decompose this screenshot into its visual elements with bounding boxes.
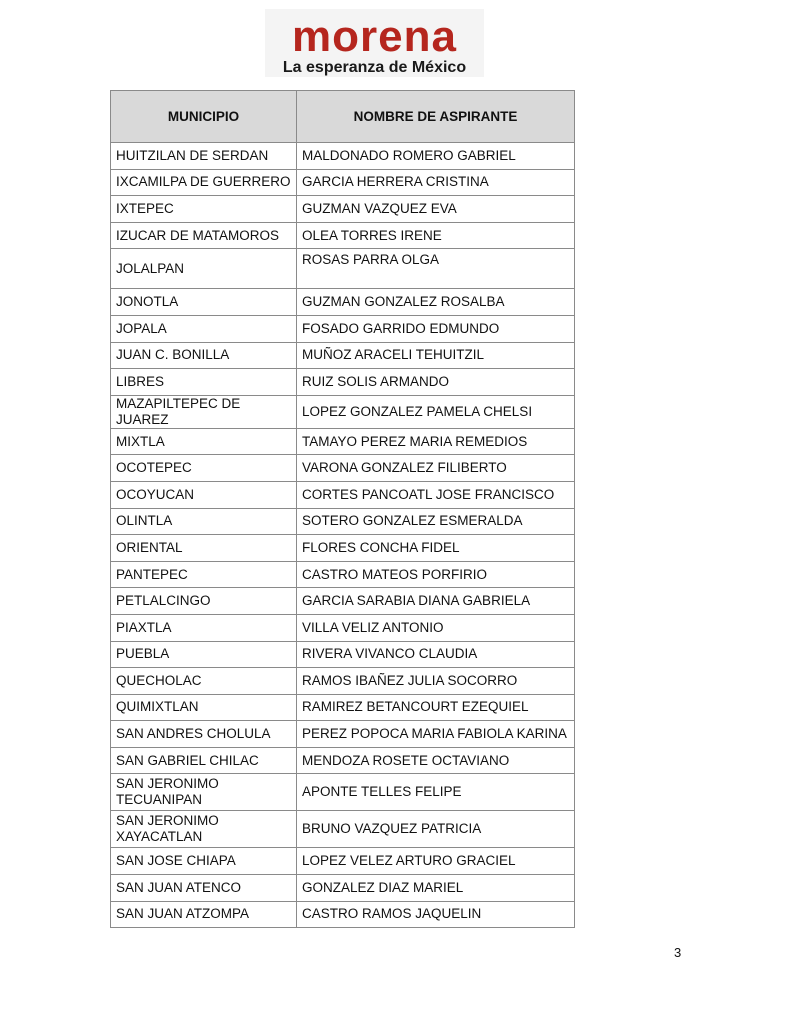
cell-aspirante: CASTRO RAMOS JAQUELIN (297, 901, 575, 928)
table-row (111, 395, 575, 428)
table-row (111, 143, 575, 170)
cell-municipio: SAN JOSE CHIAPA (111, 848, 297, 875)
cell-aspirante: GARCIA SARABIA DIANA GABRIELA (297, 588, 575, 615)
table-row (111, 428, 575, 455)
table-row (111, 811, 575, 848)
table-row (111, 315, 575, 342)
cell-aspirante: BRUNO VAZQUEZ PATRICIA (297, 811, 575, 848)
table-row (111, 848, 575, 875)
table-header-row (111, 91, 575, 143)
cell-aspirante: GUZMAN GONZALEZ ROSALBA (297, 289, 575, 316)
cell-aspirante: MENDOZA ROSETE OCTAVIANO (297, 747, 575, 774)
table-row (111, 508, 575, 535)
cell-aspirante: RAMOS IBAÑEZ JULIA SOCORRO (297, 668, 575, 695)
table-row (111, 747, 575, 774)
cell-municipio: JUAN C. BONILLA (111, 342, 297, 369)
table-row (111, 222, 575, 249)
cell-aspirante: VILLA VELIZ ANTONIO (297, 614, 575, 641)
cell-municipio: JOPALA (111, 315, 297, 342)
cell-aspirante: SOTERO GONZALEZ ESMERALDA (297, 508, 575, 535)
logo-tagline: La esperanza de México (282, 59, 467, 76)
cell-aspirante: OLEA TORRES IRENE (297, 222, 575, 249)
cell-municipio: SAN JUAN ATZOMPA (111, 901, 297, 928)
header-municipio: MUNICIPIO (111, 91, 297, 143)
header-aspirante: NOMBRE DE ASPIRANTE (297, 91, 575, 143)
cell-aspirante: CORTES PANCOATL JOSE FRANCISCO (297, 481, 575, 508)
cell-municipio: IXCAMILPA DE GUERRERO (111, 169, 297, 196)
cell-municipio: OLINTLA (111, 508, 297, 535)
table-row (111, 481, 575, 508)
cell-aspirante: VARONA GONZALEZ FILIBERTO (297, 455, 575, 482)
table-row (111, 694, 575, 721)
cell-aspirante: FLORES CONCHA FIDEL (297, 535, 575, 562)
cell-municipio: OCOYUCAN (111, 481, 297, 508)
table-row (111, 342, 575, 369)
cell-municipio: PETLALCINGO (111, 588, 297, 615)
table-row (111, 249, 575, 289)
page-number: 3 (674, 945, 682, 960)
table-row (111, 561, 575, 588)
cell-aspirante: RIVERA VIVANCO CLAUDIA (297, 641, 575, 668)
table-row (111, 901, 575, 928)
cell-aspirante: FOSADO GARRIDO EDMUNDO (297, 315, 575, 342)
cell-municipio: SAN GABRIEL CHILAC (111, 747, 297, 774)
table-row (111, 455, 575, 482)
cell-municipio: PUEBLA (111, 641, 297, 668)
cell-aspirante: RUIZ SOLIS ARMANDO (297, 369, 575, 396)
cell-municipio: PANTEPEC (111, 561, 297, 588)
table-row (111, 196, 575, 223)
cell-municipio: MAZAPILTEPEC DE JUAREZ (111, 395, 297, 428)
table-row (111, 875, 575, 902)
cell-municipio: QUIMIXTLAN (111, 694, 297, 721)
cell-aspirante: PEREZ POPOCA MARIA FABIOLA KARINA (297, 721, 575, 748)
cell-aspirante: LOPEZ VELEZ ARTURO GRACIEL (297, 848, 575, 875)
table-row (111, 721, 575, 748)
cell-municipio: QUECHOLAC (111, 668, 297, 695)
cell-municipio: PIAXTLA (111, 614, 297, 641)
cell-aspirante: ROSAS PARRA OLGA (297, 249, 575, 289)
cell-municipio: MIXTLA (111, 428, 297, 455)
cell-municipio: SAN JERONIMO TECUANIPAN (111, 774, 297, 811)
table-row (111, 774, 575, 811)
cell-municipio: OCOTEPEC (111, 455, 297, 482)
table-row (111, 289, 575, 316)
cell-aspirante: RAMIREZ BETANCOURT EZEQUIEL (297, 694, 575, 721)
cell-municipio: SAN ANDRES CHOLULA (111, 721, 297, 748)
cell-municipio: IXTEPEC (111, 196, 297, 223)
cell-aspirante: GONZALEZ DIAZ MARIEL (297, 875, 575, 902)
table-row (111, 641, 575, 668)
cell-aspirante: TAMAYO PEREZ MARIA REMEDIOS (297, 428, 575, 455)
cell-municipio: SAN JERONIMO XAYACATLAN (111, 811, 297, 848)
cell-aspirante: MUÑOZ ARACELI TEHUITZIL (297, 342, 575, 369)
table-row (111, 668, 575, 695)
cell-aspirante: GARCIA HERRERA CRISTINA (297, 169, 575, 196)
table-row (111, 369, 575, 396)
cell-aspirante: APONTE TELLES FELIPE (297, 774, 575, 811)
cell-municipio: SAN JUAN ATENCO (111, 875, 297, 902)
table-row (111, 535, 575, 562)
cell-municipio: HUITZILAN DE SERDAN (111, 143, 297, 170)
morena-logo (265, 9, 484, 77)
table-row (111, 588, 575, 615)
cell-municipio: IZUCAR DE MATAMOROS (111, 222, 297, 249)
cell-aspirante: GUZMAN VAZQUEZ EVA (297, 196, 575, 223)
table-row (111, 614, 575, 641)
table-row (111, 169, 575, 196)
cell-municipio: JOLALPAN (111, 249, 297, 289)
cell-municipio: JONOTLA (111, 289, 297, 316)
cell-municipio: LIBRES (111, 369, 297, 396)
cell-aspirante: MALDONADO ROMERO GABRIEL (297, 143, 575, 170)
cell-aspirante: LOPEZ GONZALEZ PAMELA CHELSI (297, 395, 575, 428)
logo-wordmark: morena (292, 12, 457, 61)
cell-municipio: ORIENTAL (111, 535, 297, 562)
aspirants-table (110, 90, 575, 928)
cell-aspirante: CASTRO MATEOS PORFIRIO (297, 561, 575, 588)
